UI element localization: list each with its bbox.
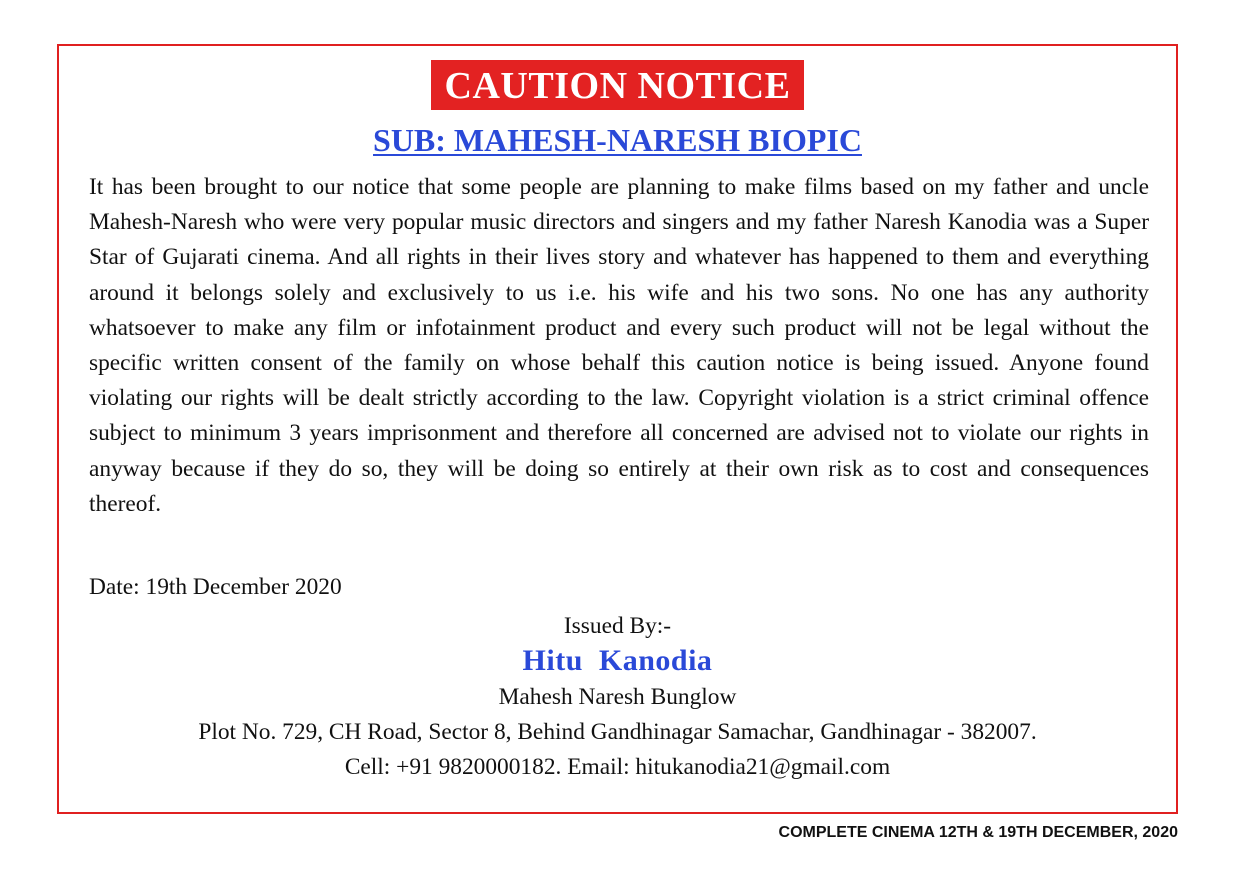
caution-notice-frame <box>57 44 1178 814</box>
issuer-address: Plot No. 729, CH Road, Sector 8, Behind Gandhinagar Samachar, Gandhinagar - 382007. <box>198 719 1037 745</box>
notice-body: It has been brought to our notice that some people are planning to make films based on my father and uncle Mahesh-Naresh who were very popular music directors and singers and my father Naresh Kanodia was a Super Star of Gujarati cinema. And all rights in their lives story and whatever has happened to them and everything around it belongs solely and exclusively to us i.e. his wife and his two sons. No one has any authority whatsoever to make any film or infotainment product and every such product will not be legal without the specific written consent of the family on whose behalf this caution notice is being issued. Anyone found violating our rights will be dealt strictly according to the law. Copyright violation is a strict criminal offence subject to minimum 3 years imprisonment and therefore all concerned are advised not to violate our rights in anyway because if they do so, they will be doing so entirely at their own risk as to cost and consequences thereof. <box>89 174 1149 517</box>
title-wrapper <box>59 60 1176 110</box>
issuer-contact: Cell: +91 9820000182. Email: hitukanodia21@gmail.com <box>344 754 891 780</box>
notice-title: CAUTION NOTICE <box>431 60 805 110</box>
issuer-residence: Mahesh Naresh Bunglow <box>498 684 737 710</box>
issuer-block <box>59 610 1176 785</box>
issued-by-label: Issued By:- <box>563 613 672 639</box>
notice-date: Date: 19th December 2020 <box>89 574 342 600</box>
publication-footer: COMPLETE CINEMA 12TH & 19TH DECEMBER, 2020 <box>778 824 1178 841</box>
notice-subject: SUB: MAHESH-NARESH BIOPIC <box>373 122 862 158</box>
issuer-name: Hitu Kanodia <box>522 644 713 677</box>
